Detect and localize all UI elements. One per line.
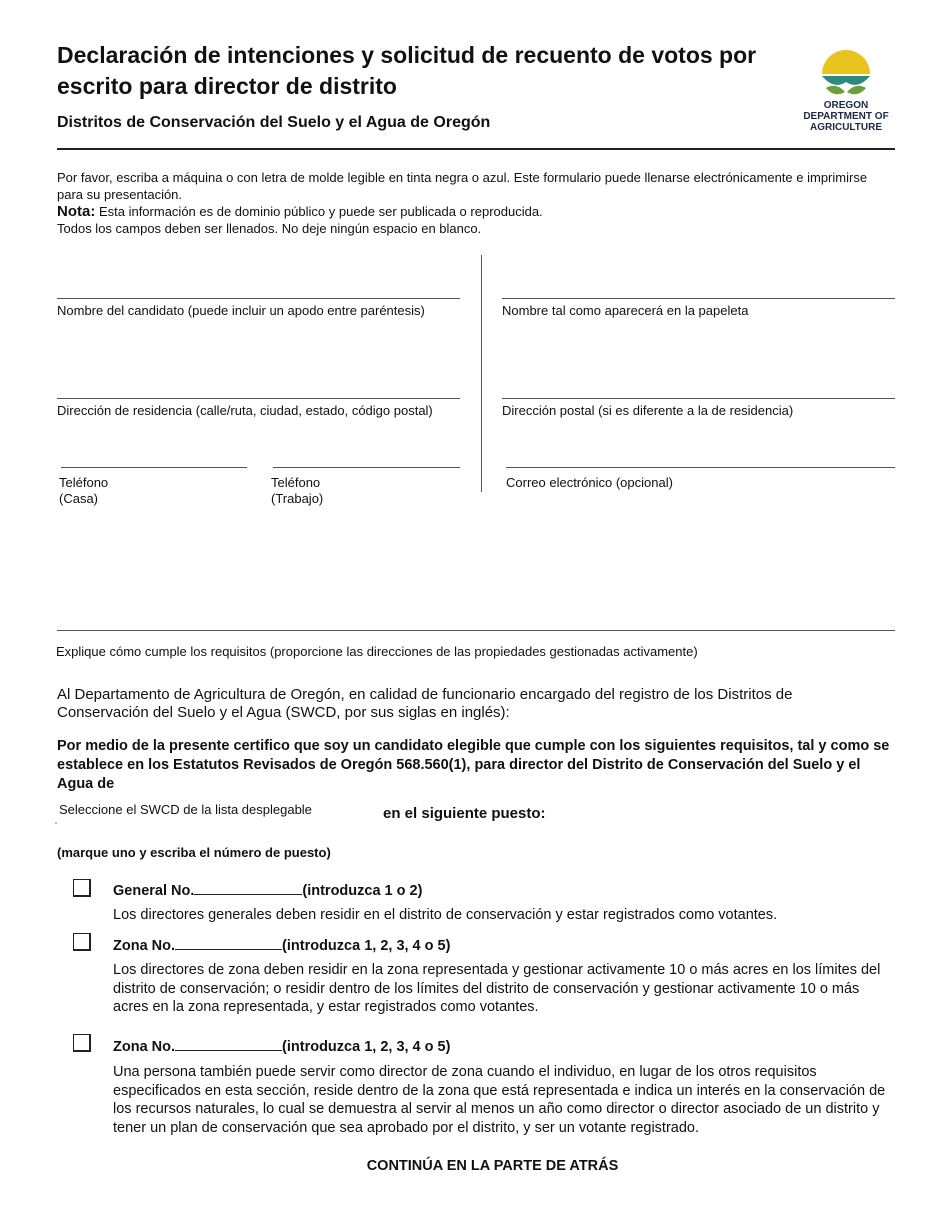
candidate-name-line	[57, 298, 460, 299]
mark-instruction: (marque uno y escriba el número de puesto)	[57, 845, 331, 860]
page-subtitle: Distritos de Conservación del Suelo y el Agua de Oregón	[57, 114, 491, 131]
phone-home-label: Teléfono (Casa)	[59, 475, 109, 506]
candidate-name-field[interactable]	[57, 270, 460, 298]
email-label: Correo electrónico (opcional)	[506, 475, 673, 490]
instructions-line3: Todos los campos deben ser llenados. No deje ningún espacio en blanco.	[57, 221, 482, 236]
phone-work-label: Teléfono (Trabajo)	[271, 475, 324, 506]
qualifications-label: Explique cómo cumple los requisitos (proporcione las direcciones de las propiedades gestionadas activamente)	[56, 644, 698, 659]
intro-paragraph: Al Departamento de Agricultura de Oregón, en calidad de funcionario encargado del registro de los Distritos de Conservación del Suelo y el Agua (SWCD, por sus siglas en inglés):	[57, 686, 793, 721]
qualifications-field[interactable]	[57, 520, 895, 630]
candidate-name-label: Nombre del candidato (puede incluir un apodo entre paréntesis)	[57, 303, 425, 318]
logo-text: OREGON DEPARTMENT OF AGRICULTURE	[803, 100, 889, 133]
ballot-name-field[interactable]	[502, 270, 895, 298]
mailing-address-field[interactable]	[502, 370, 895, 398]
zone-b-option-heading: Zona No. (introduzca 1, 2, 3, 4 o 5)	[113, 1039, 451, 1055]
logo-leaf-left	[826, 86, 845, 95]
email-line	[506, 467, 895, 468]
column-divider	[481, 255, 482, 492]
general-number-input[interactable]	[194, 894, 302, 895]
phone-home-field[interactable]	[61, 440, 247, 467]
email-field[interactable]	[506, 440, 895, 467]
zone-b-option-description: Una persona también puede servir como director de zona cuando el individuo, en lugar de los otros requisitos especificados en esta sección, reside dentro de la zona que está representada e indica un interés en la conservación de los recursos naturales, lo cual se demuestra al servir al menos un año como director o director asociado de un distrito y tener un plan de conservación que sea aprobado por el distrito, y ser un votante registrado.	[113, 1064, 886, 1136]
zone-a-option-description: Los directores de zona deben residir en la zona representada y gestionar activamente 10 o más acres en los límites del distrito de conservación; o residir dentro de los límites del distrito de conservación y gestionar activamente 10 o más acres en la zona representada, y estar registrados como votantes.	[113, 962, 881, 1015]
instructions-line1: Por favor, escriba a máquina o con letra de molde legible en tinta negra o azul. Este formulario puede llenarse electrónicamente e imprimirse para su presentación.	[57, 170, 868, 202]
page-title: Declaración de intenciones y solicitud de recuento de votos por escrito para director de distrito	[57, 42, 757, 99]
mailing-address-line	[502, 398, 895, 399]
phone-work-field[interactable]	[273, 440, 460, 467]
nota-text: Esta información es de dominio público y puede ser publicada o reproducida.	[98, 204, 543, 219]
residence-address-field[interactable]	[57, 370, 460, 398]
ballot-name-label: Nombre tal como aparecerá en la papeleta	[502, 303, 749, 318]
header-divider	[57, 148, 895, 150]
residence-address-label: Dirección de residencia (calle/ruta, ciudad, estado, código postal)	[57, 403, 433, 418]
nota-label: Nota:	[57, 203, 96, 220]
phone-home-line	[61, 467, 247, 468]
zone-a-number-input[interactable]	[175, 949, 282, 950]
dropdown-marker	[55, 822, 57, 824]
phone-work-line	[273, 467, 460, 468]
general-option-heading: General No. (introduzca 1 o 2)	[113, 883, 423, 899]
zone-a-option-heading: Zona No. (introduzca 1, 2, 3, 4 o 5)	[113, 938, 451, 954]
logo-sun	[822, 50, 870, 74]
zone-b-number-input[interactable]	[175, 1050, 282, 1051]
logo-leaf-right	[847, 86, 866, 95]
mailing-address-label: Dirección postal (si es diferente a la de residencia)	[502, 403, 794, 418]
instructions	[57, 169, 887, 237]
general-option-description: Los directores generales deben residir en el distrito de conservación y estar registrados como votantes.	[113, 907, 778, 923]
zone-a-checkbox[interactable]	[73, 933, 91, 951]
general-checkbox[interactable]	[73, 879, 91, 897]
certification-paragraph: Por medio de la presente certifico que soy un candidato elegible que cumple con los siguientes requisitos, tal y como se establece en los Estatutos Revisados de Oregón 568.560(1), para director del Distrito de Conservación del Suelo y el Agua de	[57, 738, 890, 792]
zone-b-checkbox[interactable]	[73, 1034, 91, 1052]
swcd-dropdown[interactable]: Seleccione el SWCD de la lista desplegable	[59, 802, 312, 817]
qualifications-line	[57, 630, 895, 631]
position-suffix: en el siguiente puesto:	[383, 805, 546, 822]
ballot-name-line	[502, 298, 895, 299]
logo-wave	[822, 76, 870, 85]
continue-notice: CONTINÚA EN LA PARTE DE ATRÁS	[366, 1158, 619, 1174]
residence-address-line	[57, 398, 460, 399]
